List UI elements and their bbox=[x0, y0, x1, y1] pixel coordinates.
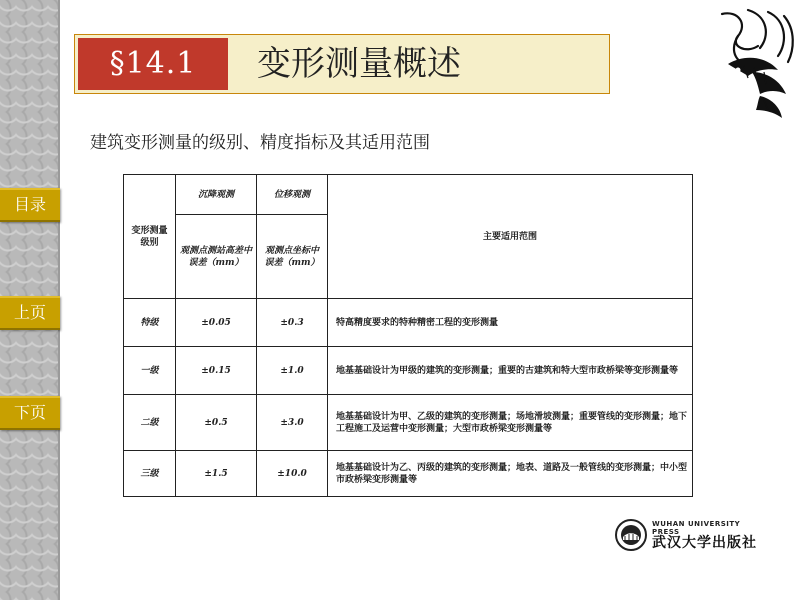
row-displacement: ±3.0 bbox=[257, 395, 328, 451]
section-title: 变形测量概述 bbox=[257, 44, 461, 84]
prev-page-button[interactable]: 上页 bbox=[0, 296, 60, 330]
row-level: 特级 bbox=[124, 299, 176, 347]
col-header-displacement: 位移观测 bbox=[257, 175, 328, 215]
table-row bbox=[124, 347, 693, 395]
table-row bbox=[124, 395, 693, 451]
row-scope: 特高精度要求的特种精密工程的变形测量 bbox=[328, 299, 693, 347]
toc-button[interactable]: 目录 bbox=[0, 188, 60, 222]
col-header-settlement: 沉降观测 bbox=[176, 175, 257, 215]
row-displacement: ±1.0 bbox=[257, 347, 328, 395]
row-settlement: ±1.5 bbox=[176, 451, 257, 497]
subheader-displacement: 观测点坐标中误差（mm） bbox=[257, 215, 328, 299]
row-displacement: ±10.0 bbox=[257, 451, 328, 497]
publisher-name-cn: 武汉大学出版社 bbox=[652, 535, 757, 551]
subheader-settlement: 观测点测站高差中误差（mm） bbox=[176, 215, 257, 299]
row-settlement: ±0.15 bbox=[176, 347, 257, 395]
col-header-scope: 主要适用范围 bbox=[328, 175, 693, 299]
row-settlement: ±0.05 bbox=[176, 299, 257, 347]
table-row bbox=[124, 451, 693, 497]
row-scope: 地基基础设计为乙、丙级的建筑的变形测量；地表、道路及一般管线的变形测量；中小型市政桥梁变形测量等 bbox=[328, 451, 693, 497]
row-level: 三级 bbox=[124, 451, 176, 497]
row-level: 一级 bbox=[124, 347, 176, 395]
row-settlement: ±0.5 bbox=[176, 395, 257, 451]
publisher-name-en: WUHAN UNIVERSITY PRESS bbox=[652, 520, 741, 536]
col-header-level: 变形测量级别 bbox=[124, 175, 176, 299]
row-level: 二级 bbox=[124, 395, 176, 451]
row-scope: 地基基础设计为甲、乙级的建筑的变形测量；场地滑坡测量；重要管线的变形测量；地下工程施工及运营中变形测量；大型市政桥梁变形测量等 bbox=[328, 395, 693, 451]
publisher-brand bbox=[614, 518, 764, 552]
row-displacement: ±0.3 bbox=[257, 299, 328, 347]
phoenix-ornament-icon bbox=[708, 6, 798, 124]
subtitle: 建筑变形测量的级别、精度指标及其适用范围 bbox=[90, 133, 430, 153]
section-number: §14.1 bbox=[78, 38, 228, 90]
section-header bbox=[74, 34, 610, 94]
row-scope: 地基基础设计为甲级的建筑的变形测量；重要的古建筑和特大型市政桥梁等变形测量等 bbox=[328, 347, 693, 395]
precision-table bbox=[123, 174, 693, 497]
publisher-logo-icon bbox=[614, 518, 648, 552]
next-page-button[interactable]: 下页 bbox=[0, 396, 60, 430]
table-row bbox=[124, 299, 693, 347]
